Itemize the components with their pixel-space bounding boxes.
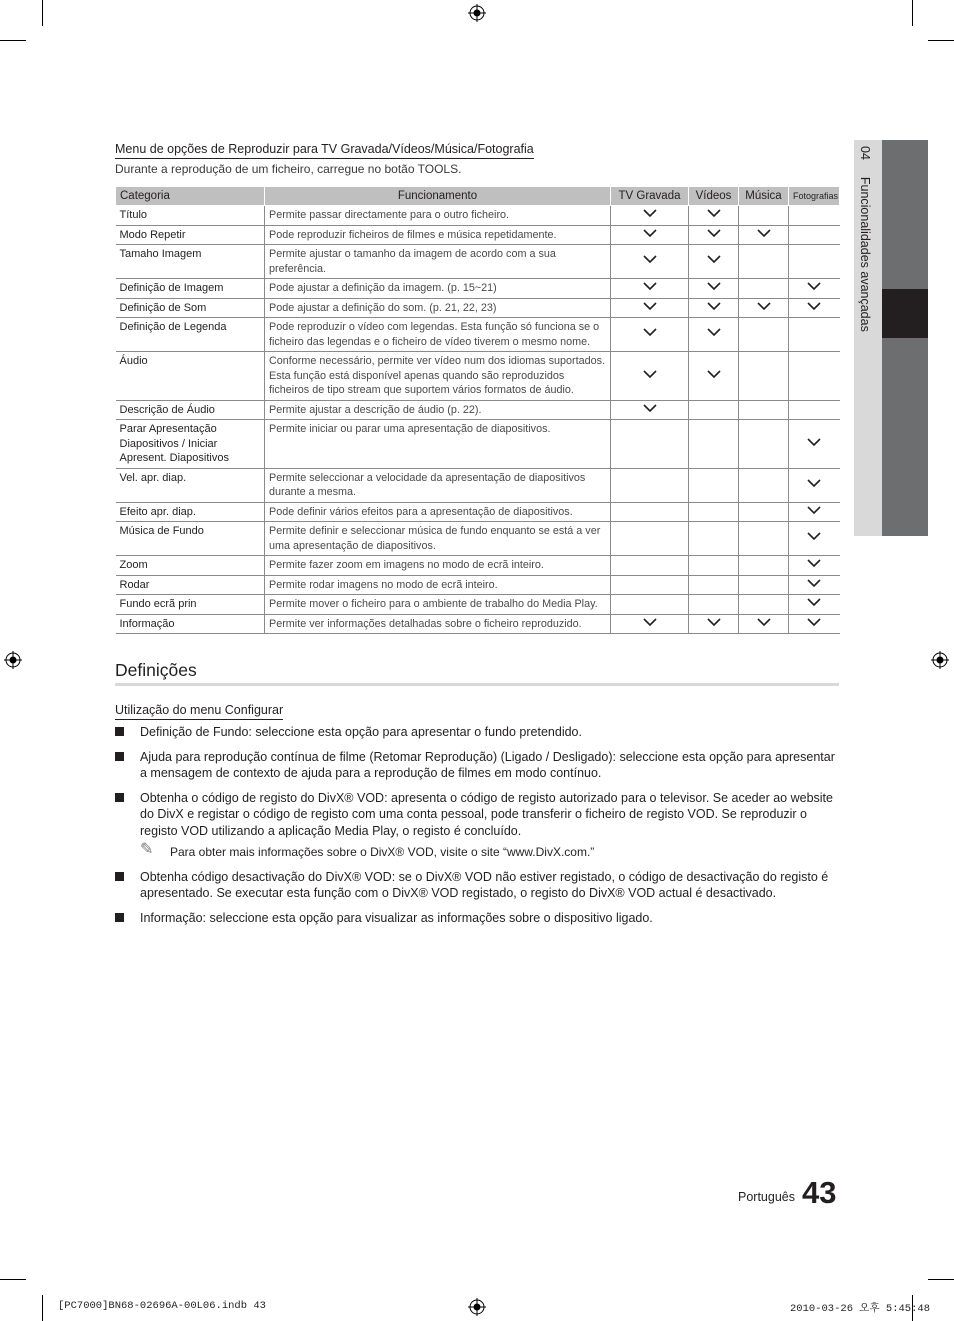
- chapter-tab-dark: [882, 338, 928, 536]
- table-row: [116, 279, 840, 299]
- check-chevron-icon: [707, 255, 721, 264]
- check-chevron-icon: [807, 559, 821, 568]
- availability-cell: [739, 420, 789, 469]
- options-table: [115, 186, 840, 634]
- availability-cell: [789, 420, 840, 469]
- availability-cell: [689, 400, 739, 420]
- check-chevron-icon: [707, 618, 721, 627]
- availability-cell: [611, 298, 689, 318]
- section-rule: [115, 683, 839, 686]
- check-chevron-icon: [643, 302, 657, 311]
- row-description: Permite passar directamente para o outro ficheiro.: [265, 206, 611, 226]
- subsection-heading: Utilização do menu Configurar: [115, 703, 283, 720]
- check-chevron-icon: [643, 209, 657, 218]
- chapter-label: [858, 146, 872, 332]
- check-chevron-icon: [643, 229, 657, 238]
- check-chevron-icon: [643, 255, 657, 264]
- list-item: Definição de Fundo: seleccione esta opção para apresentar o fundo pretendido.: [115, 724, 839, 741]
- column-header: Vídeos: [689, 187, 739, 206]
- check-chevron-icon: [707, 209, 721, 218]
- column-header: TV Gravada: [611, 187, 689, 206]
- table-row: [116, 502, 840, 522]
- row-description: Pode reproduzir ficheiros de filmes e música repetidamente.: [265, 225, 611, 245]
- row-category: Modo Repetir: [116, 225, 265, 245]
- check-chevron-icon: [707, 282, 721, 291]
- availability-cell: [689, 420, 739, 469]
- availability-cell: [739, 352, 789, 401]
- availability-cell: [739, 206, 789, 226]
- availability-cell: [611, 556, 689, 576]
- check-chevron-icon: [643, 328, 657, 337]
- row-category: Rodar: [116, 575, 265, 595]
- row-category: Informação: [116, 614, 265, 634]
- check-chevron-icon: [643, 404, 657, 413]
- row-category: Áudio: [116, 352, 265, 401]
- row-description: Pode ajustar a definição do som. (p. 21, 22, 23): [265, 298, 611, 318]
- row-category: Título: [116, 206, 265, 226]
- table-row: [116, 614, 840, 634]
- availability-cell: [739, 502, 789, 522]
- table-header-row: [116, 187, 840, 206]
- row-category: Vel. apr. diap.: [116, 468, 265, 502]
- list-item: Ajuda para reprodução contínua de filme (Retomar Reprodução) (Ligado / Desligado): seleccione esta opção para apresentar a mensagem de contexto de ajuda para a reprodução de filmes em modo contínuo.: [115, 749, 839, 782]
- print-timestamp: 2010-03-26 오후 5:45:48: [790, 1303, 931, 1315]
- availability-cell: [739, 279, 789, 299]
- check-chevron-icon: [807, 302, 821, 311]
- availability-cell: [689, 614, 739, 634]
- availability-cell: [789, 298, 840, 318]
- row-description: Permite iniciar ou parar uma apresentação de diapositivos.: [265, 420, 611, 469]
- availability-cell: [689, 206, 739, 226]
- availability-cell: [689, 318, 739, 352]
- check-chevron-icon: [807, 532, 821, 541]
- row-category: Definição de Imagem: [116, 279, 265, 299]
- table-row: [116, 575, 840, 595]
- bullet-icon: [115, 793, 124, 802]
- availability-cell: [611, 420, 689, 469]
- table-row: [116, 352, 840, 401]
- availability-cell: [689, 298, 739, 318]
- column-header: Fotografias: [789, 187, 840, 206]
- availability-cell: [689, 468, 739, 502]
- availability-cell: [739, 298, 789, 318]
- availability-cell: [789, 206, 840, 226]
- availability-cell: [611, 468, 689, 502]
- availability-cell: [789, 468, 840, 502]
- availability-cell: [739, 318, 789, 352]
- check-chevron-icon: [757, 618, 771, 627]
- availability-cell: [789, 556, 840, 576]
- check-chevron-icon: [757, 229, 771, 238]
- registration-mark-icon: [931, 651, 949, 669]
- table-row: [116, 245, 840, 279]
- settings-list: [115, 724, 839, 934]
- bullet-icon: [115, 727, 124, 736]
- availability-cell: [689, 352, 739, 401]
- availability-cell: [789, 522, 840, 556]
- availability-cell: [789, 318, 840, 352]
- bullet-icon: [115, 913, 124, 922]
- row-description: Permite mover o ficheiro para o ambiente de trabalho do Media Play.: [265, 595, 611, 615]
- language-label: Português: [738, 1190, 795, 1204]
- row-category: Definição de Legenda: [116, 318, 265, 352]
- table-row: [116, 556, 840, 576]
- table-row: [116, 298, 840, 318]
- availability-cell: [611, 279, 689, 299]
- availability-cell: [611, 502, 689, 522]
- page-number: 43: [802, 1175, 837, 1210]
- availability-cell: [611, 522, 689, 556]
- availability-cell: [611, 352, 689, 401]
- check-chevron-icon: [807, 506, 821, 515]
- registration-mark-icon: [4, 651, 22, 669]
- check-chevron-icon: [807, 282, 821, 291]
- row-description: Pode ajustar a definição da imagem. (p. 15~21): [265, 279, 611, 299]
- availability-cell: [789, 279, 840, 299]
- availability-cell: [789, 245, 840, 279]
- section-intro: Durante a reprodução de um ficheiro, carregue no botão TOOLS.: [115, 162, 462, 176]
- column-header: Funcionamento: [265, 187, 611, 206]
- availability-cell: [739, 522, 789, 556]
- table-row: [116, 318, 840, 352]
- availability-cell: [739, 245, 789, 279]
- check-chevron-icon: [807, 479, 821, 488]
- list-item: Informação: seleccione esta opção para visualizar as informações sobre o dispositivo ligado.: [115, 910, 839, 927]
- availability-cell: [739, 400, 789, 420]
- row-category: Fundo ecrã prin: [116, 595, 265, 615]
- availability-cell: [611, 318, 689, 352]
- chapter-tab-dark: [882, 140, 928, 289]
- availability-cell: [689, 556, 739, 576]
- registration-mark-icon: [468, 4, 486, 22]
- availability-cell: [611, 595, 689, 615]
- availability-cell: [739, 614, 789, 634]
- check-chevron-icon: [643, 370, 657, 379]
- availability-cell: [739, 575, 789, 595]
- availability-cell: [689, 245, 739, 279]
- check-chevron-icon: [643, 618, 657, 627]
- list-item: Obtenha o código de registo do DivX® VOD: apresenta o código de registo autorizado para o televisor. Se aceder ao website do DivX e registar o código de registo com uma conta pessoal, pode transferir o ficheiro de registo VOD. Se reproduzir o registo VOD utilizando a aplicação Media Play, o registo é concluído. ✎ Para obter mais informações sobre o DivX® VOD, visite o site “www.DivX.com.”: [115, 790, 839, 861]
- check-chevron-icon: [707, 328, 721, 337]
- availability-cell: [611, 575, 689, 595]
- availability-cell: [789, 575, 840, 595]
- availability-cell: [789, 352, 840, 401]
- row-description: Permite definir e seleccionar música de fundo enquanto se está a ver uma apresentação de diapositivos.: [265, 522, 611, 556]
- table-row: [116, 206, 840, 226]
- row-description: Permite ajustar a descrição de áudio (p. 22).: [265, 400, 611, 420]
- availability-cell: [689, 279, 739, 299]
- table-row: [116, 595, 840, 615]
- note: ✎ Para obter mais informações sobre o DivX® VOD, visite o site “www.DivX.com.”: [140, 841, 595, 859]
- check-chevron-icon: [807, 618, 821, 627]
- availability-cell: [611, 400, 689, 420]
- availability-cell: [689, 225, 739, 245]
- file-info: [PC7000]BN68-02696A-00L06.indb 43: [58, 1300, 266, 1312]
- list-item: Obtenha código desactivação do DivX® VOD: se o DivX® VOD não estiver registado, o código de desactivação do registo é apresentado. Se executar esta função com o DivX® VOD registado, o registo do DivX® VOD actual é desactivado.: [115, 869, 839, 902]
- availability-cell: [789, 595, 840, 615]
- check-chevron-icon: [707, 229, 721, 238]
- availability-cell: [611, 245, 689, 279]
- column-header: Música: [739, 187, 789, 206]
- row-description: Permite rodar imagens no modo de ecrã inteiro.: [265, 575, 611, 595]
- row-category: Efeito apr. diap.: [116, 502, 265, 522]
- table-row: [116, 468, 840, 502]
- row-category: Tamaho Imagem: [116, 245, 265, 279]
- check-chevron-icon: [643, 282, 657, 291]
- availability-cell: [739, 595, 789, 615]
- row-category: Parar Apresentação Diapositivos / Iniciar Apresent. Diapositivos: [116, 420, 265, 469]
- section-title: Definições: [115, 660, 197, 680]
- row-description: Permite ver informações detalhadas sobre o ficheiro reproduzido.: [265, 614, 611, 634]
- registration-mark-icon: [468, 1298, 486, 1316]
- availability-cell: [611, 206, 689, 226]
- row-description: Pode definir vários efeitos para a apresentação de diapositivos.: [265, 502, 611, 522]
- row-description: Conforme necessário, permite ver vídeo num dos idiomas suportados. Esta função está disponível apenas quando são reproduzidos ficheiros de tipo stream que suportem vários formatos de áudio.: [265, 352, 611, 401]
- check-chevron-icon: [757, 302, 771, 311]
- row-description: Permite fazer zoom em imagens no modo de ecrã inteiro.: [265, 556, 611, 576]
- availability-cell: [789, 225, 840, 245]
- check-chevron-icon: [707, 302, 721, 311]
- availability-cell: [789, 502, 840, 522]
- availability-cell: [739, 468, 789, 502]
- check-chevron-icon: [807, 579, 821, 588]
- table-row: [116, 225, 840, 245]
- bullet-icon: [115, 752, 124, 761]
- availability-cell: [611, 614, 689, 634]
- table-row: [116, 522, 840, 556]
- chapter-number: 04: [858, 146, 872, 160]
- table-row: [116, 400, 840, 420]
- row-category: Descrição de Áudio: [116, 400, 265, 420]
- chapter-title: Funcionalidades avançadas: [858, 176, 872, 332]
- column-header: Categoria: [116, 187, 265, 206]
- pencil-icon: ✎: [140, 841, 154, 858]
- check-chevron-icon: [807, 438, 821, 447]
- chapter-tab-active: [882, 289, 928, 338]
- availability-cell: [739, 225, 789, 245]
- availability-cell: [739, 556, 789, 576]
- availability-cell: [689, 522, 739, 556]
- availability-cell: [689, 502, 739, 522]
- row-category: Zoom: [116, 556, 265, 576]
- row-description: Pode reproduzir o vídeo com legendas. Esta função só funciona se o ficheiro das legendas e o ficheiro de vídeo tiverem o mesmo nome.: [265, 318, 611, 352]
- section-heading: Menu de opções de Reproduzir para TV Gravada/Vídeos/Música/Fotografia: [115, 142, 534, 159]
- availability-cell: [789, 614, 840, 634]
- row-description: Permite ajustar o tamanho da imagem de acordo com a sua preferência.: [265, 245, 611, 279]
- row-category: Música de Fundo: [116, 522, 265, 556]
- check-chevron-icon: [807, 598, 821, 607]
- table-row: [116, 420, 840, 469]
- availability-cell: [611, 225, 689, 245]
- row-category: Definição de Som: [116, 298, 265, 318]
- availability-cell: [789, 400, 840, 420]
- row-description: Permite seleccionar a velocidade da apresentação de diapositivos durante a mesma.: [265, 468, 611, 502]
- bullet-icon: [115, 872, 124, 881]
- availability-cell: [689, 595, 739, 615]
- check-chevron-icon: [707, 370, 721, 379]
- availability-cell: [689, 575, 739, 595]
